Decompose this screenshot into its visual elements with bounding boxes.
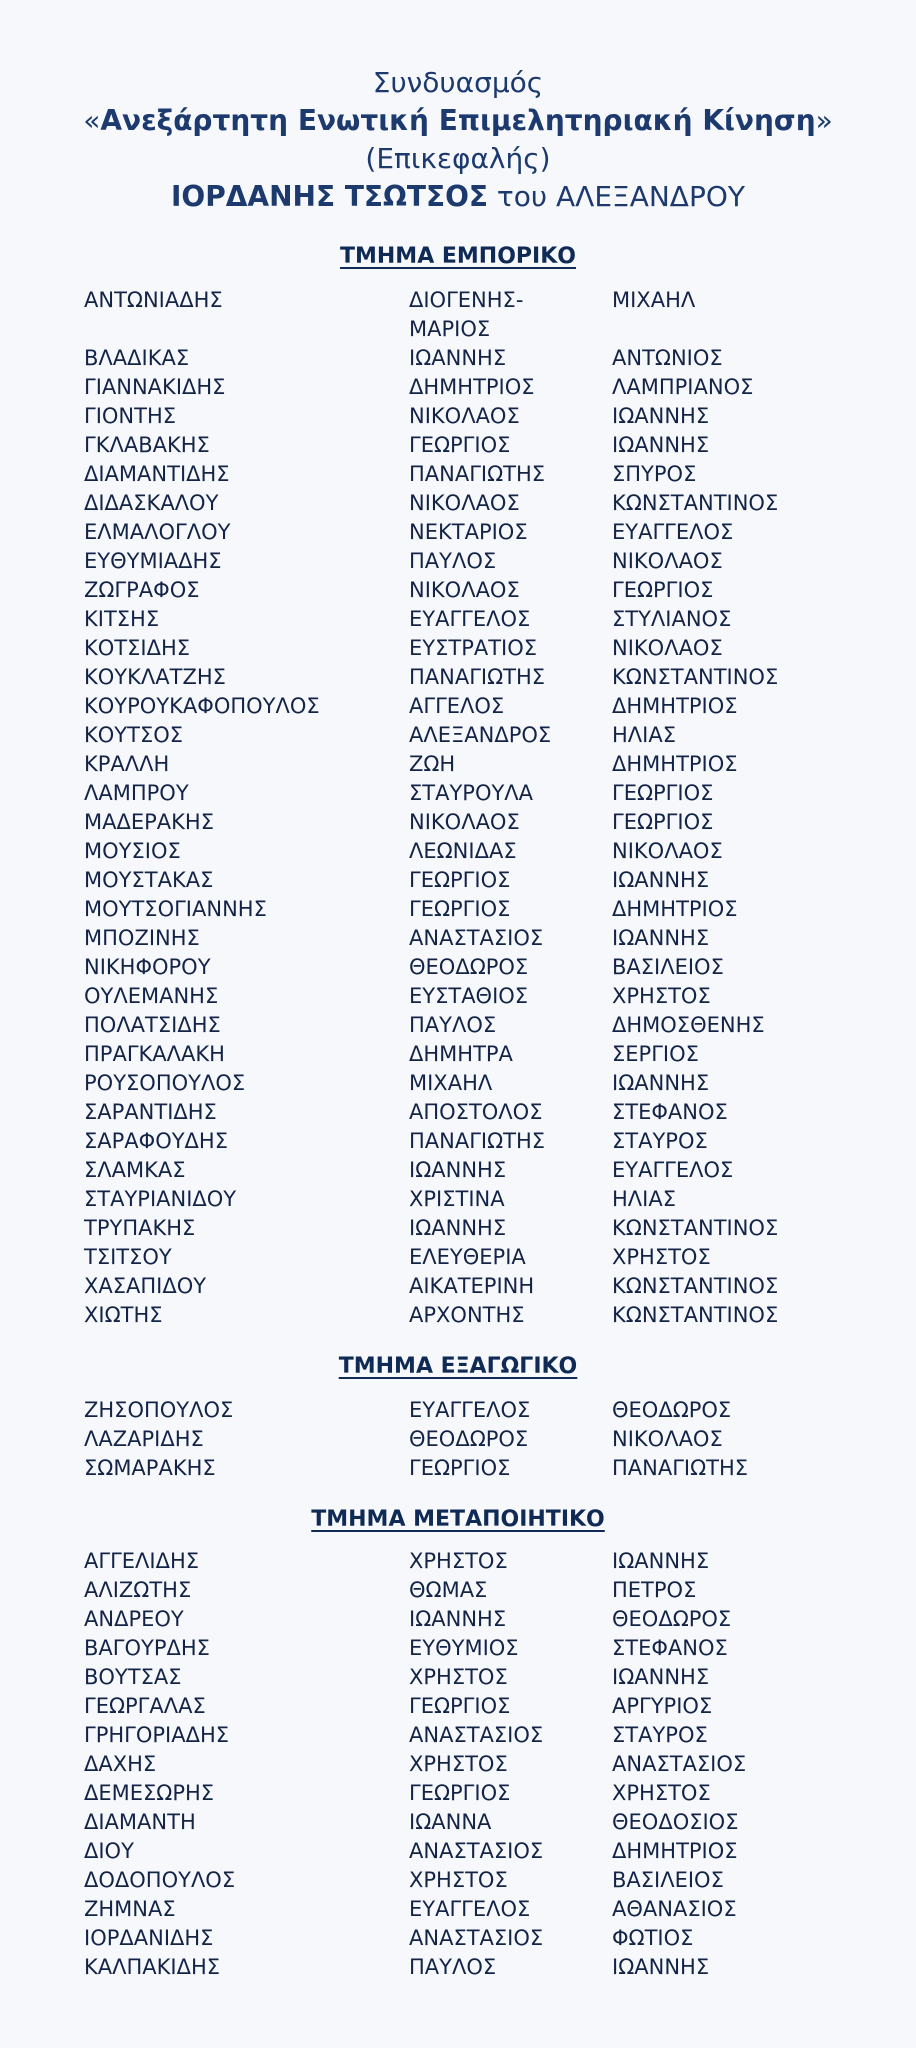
- candidate-first-name: ΑΠΟΣΤΟΛΟΣ: [409, 1100, 543, 1124]
- candidate-father-name: ΛΑΜΠΡΙΑΝΟΣ: [612, 375, 754, 399]
- candidate-surname: ΖΩΓΡΑΦΟΣ: [84, 578, 200, 602]
- candidate-row: [0, 1272, 916, 1301]
- candidate-first-name: ΝΙΚΟΛΑΟΣ: [409, 404, 520, 428]
- candidate-surname: ΝΙΚΗΦΟΡΟΥ: [84, 955, 211, 979]
- candidate-surname: ΔΑΧΗΣ: [84, 1752, 157, 1776]
- candidate-first-name: ΑΓΓΕΛΟΣ: [409, 694, 505, 718]
- header-quote-close: »: [815, 104, 833, 137]
- candidate-row: [0, 1692, 916, 1721]
- candidate-father-name: ΦΩΤΙΟΣ: [612, 1926, 694, 1950]
- candidate-father-name: ΓΕΩΡΓΙΟΣ: [612, 781, 714, 805]
- candidate-father-name: ΗΛΙΑΣ: [612, 723, 676, 747]
- candidate-row: [0, 1808, 916, 1837]
- candidate-surname: ΒΛΑΔΙΚΑΣ: [84, 346, 190, 370]
- candidate-row: [0, 1069, 916, 1098]
- candidate-father-name: ΠΕΤΡΟΣ: [612, 1578, 697, 1602]
- candidate-first-name: ΧΡΗΣΤΟΣ: [409, 1665, 508, 1689]
- candidate-surname: ΚΡΑΛΛΗ: [84, 752, 170, 776]
- candidate-father-name: ΚΩΝΣΤΑΝΤΙΝΟΣ: [612, 491, 779, 515]
- candidate-first-name: ΣΤΑΥΡΟΥΛΑ: [409, 781, 534, 805]
- candidate-surname: ΤΣΙΤΣΟΥ: [84, 1245, 172, 1269]
- candidate-father-name: ΝΙΚΟΛΑΟΣ: [612, 636, 723, 660]
- candidate-row: [0, 1634, 916, 1663]
- candidate-row: [0, 837, 916, 866]
- header-line-leader-label: (Επικεφαλής): [365, 142, 551, 175]
- candidate-surname: ΔΙΑΜΑΝΤΙΔΗΣ: [84, 462, 230, 486]
- candidate-row: [0, 663, 916, 692]
- candidate-first-name: ΠΑΥΛΟΣ: [409, 1013, 497, 1037]
- candidate-surname: ΒΟΥΤΣΑΣ: [84, 1665, 182, 1689]
- candidate-surname: ΚΟΤΣΙΔΗΣ: [84, 636, 191, 660]
- candidate-surname: ΚΟΥΤΣΟΣ: [84, 723, 184, 747]
- candidate-surname: ΣΤΑΥΡΙΑΝΙΔΟΥ: [84, 1187, 237, 1211]
- candidate-father-name: ΚΩΝΣΤΑΝΤΙΝΟΣ: [612, 665, 779, 689]
- candidate-row: [0, 924, 916, 953]
- candidate-row: [0, 1156, 916, 1185]
- section-title: ΤΜΗΜΑ ΜΕΤΑΠΟΙΗΤΙΚΟ: [311, 1507, 605, 1532]
- candidate-first-name: ΧΡΗΣΤΟΣ: [409, 1868, 508, 1892]
- candidate-father-name: ΘΕΟΔΟΣΙΟΣ: [612, 1810, 739, 1834]
- candidate-first-name: ΕΥΑΓΓΕΛΟΣ: [409, 1897, 531, 1921]
- candidate-first-name: ΑΝΑΣΤΑΣΙΟΣ: [409, 1839, 544, 1863]
- candidate-row: [0, 982, 916, 1011]
- candidate-father-name: ΕΥΑΓΓΕΛΟΣ: [612, 1158, 734, 1182]
- candidate-first-name: ΧΡΗΣΤΟΣ: [409, 1549, 508, 1573]
- candidate-row: [0, 1605, 916, 1634]
- candidate-row: [0, 373, 916, 402]
- candidate-row: [0, 808, 916, 837]
- candidate-father-name: ΧΡΗΣΤΟΣ: [612, 1781, 711, 1805]
- candidate-first-name: ΑΝΑΣΤΑΣΙΟΣ: [409, 1926, 544, 1950]
- candidate-father-name: ΙΩΑΝΝΗΣ: [612, 1955, 710, 1979]
- candidate-row: [0, 779, 916, 808]
- candidate-surname: ΧΙΩΤΗΣ: [84, 1303, 163, 1327]
- candidate-row: [0, 1547, 916, 1576]
- header-line-name: [0, 102, 916, 140]
- candidate-surname: ΔΙΑΜΑΝΤΗ: [84, 1810, 196, 1834]
- candidate-first-name: ΔΗΜΗΤΡΑ: [409, 1042, 513, 1066]
- candidate-surname: ΔΟΔΟΠΟΥΛΟΣ: [84, 1868, 236, 1892]
- candidate-row: [0, 547, 916, 576]
- candidate-father-name: ΣΤΕΦΑΝΟΣ: [612, 1100, 728, 1124]
- candidate-surname: ΛΑΜΠΡΟΥ: [84, 781, 189, 805]
- candidate-father-name: ΣΤΑΥΡΟΣ: [612, 1129, 708, 1153]
- candidate-first-name: ΙΩΑΝΝΗΣ: [409, 1158, 507, 1182]
- sections-container: [0, 242, 916, 1982]
- candidate-first-name: ΓΕΩΡΓΙΟΣ: [409, 433, 511, 457]
- candidate-first-name: ΕΥΣΤΡΑΤΙΟΣ: [409, 636, 538, 660]
- candidate-row: [0, 1454, 916, 1483]
- candidate-father-name: ΣΤΥΛΙΑΝΟΣ: [612, 607, 732, 631]
- candidate-first-name: ΑΡΧΟΝΤΗΣ: [409, 1303, 525, 1327]
- candidate-row: [0, 1040, 916, 1069]
- candidate-father-name: ΘΕΟΔΩΡΟΣ: [612, 1607, 732, 1631]
- candidate-surname: ΣΛΑΜΚΑΣ: [84, 1158, 186, 1182]
- candidate-father-name: ΔΗΜΗΤΡΙΟΣ: [612, 897, 738, 921]
- candidate-row: [0, 721, 916, 750]
- candidate-row: [0, 866, 916, 895]
- candidate-father-name: ΔΗΜΗΤΡΙΟΣ: [612, 752, 738, 776]
- section-title: ΤΜΗΜΑ ΕΜΠΟΡΙΚΟ: [340, 244, 576, 269]
- candidate-surname: ΛΑΖΑΡΙΔΗΣ: [84, 1427, 204, 1451]
- candidate-surname: ΒΑΓΟΥΡΔΗΣ: [84, 1636, 210, 1660]
- candidate-surname: ΔΙΔΑΣΚΑΛΟΥ: [84, 491, 219, 515]
- candidate-first-name: ΝΙΚΟΛΑΟΣ: [409, 578, 520, 602]
- candidate-father-name: ΠΑΝΑΓΙΩΤΗΣ: [612, 1456, 749, 1480]
- candidate-first-name: ΓΕΩΡΓΙΟΣ: [409, 868, 511, 892]
- candidate-father-name: ΝΙΚΟΛΑΟΣ: [612, 1427, 723, 1451]
- candidate-father-name: ΝΙΚΟΛΑΟΣ: [612, 549, 723, 573]
- candidate-row: [0, 1866, 916, 1895]
- candidate-father-name: ΧΡΗΣΤΟΣ: [612, 984, 711, 1008]
- candidate-first-name: ΜΙΧΑΗΛ: [409, 1071, 493, 1095]
- candidate-first-name: ΕΥΑΓΓΕΛΟΣ: [409, 607, 531, 631]
- candidate-first-name: ΘΩΜΑΣ: [409, 1578, 488, 1602]
- candidate-surname: ΚΑΛΠΑΚΙΔΗΣ: [84, 1955, 221, 1979]
- candidate-father-name: ΕΥΑΓΓΕΛΟΣ: [612, 520, 734, 544]
- candidate-row: [0, 1953, 916, 1982]
- candidate-surname: ΕΥΘΥΜΙΑΔΗΣ: [84, 549, 222, 573]
- candidate-surname: ΔΕΜΕΣΩΡΗΣ: [84, 1781, 215, 1805]
- candidate-surname: ΕΛΜΑΛΟΓΛΟΥ: [84, 520, 231, 544]
- candidate-first-name: ΠΑΝΑΓΙΩΤΗΣ: [409, 1129, 546, 1153]
- candidate-surname: ΚΟΥΡΟΥΚΑΦΟΠΟΥΛΟΣ: [84, 694, 320, 718]
- candidate-father-name: ΙΩΑΝΝΗΣ: [612, 926, 710, 950]
- candidate-surname: ΑΛΙΖΩΤΗΣ: [84, 1578, 192, 1602]
- candidate-surname: ΑΝΔΡΕΟΥ: [84, 1607, 184, 1631]
- candidate-row: [0, 1127, 916, 1156]
- candidate-father-name: ΙΩΑΝΝΗΣ: [612, 1665, 710, 1689]
- candidate-row: [0, 344, 916, 373]
- candidate-father-name: ΗΛΙΑΣ: [612, 1187, 676, 1211]
- candidate-father-name: ΔΗΜΗΤΡΙΟΣ: [612, 1839, 738, 1863]
- candidate-father-name: ΓΕΩΡΓΙΟΣ: [612, 578, 714, 602]
- candidate-father-name: ΙΩΑΝΝΗΣ: [612, 404, 710, 428]
- candidate-first-name: ΧΡΗΣΤΟΣ: [409, 1752, 508, 1776]
- candidate-row: [0, 1576, 916, 1605]
- leader-name: ΙΟΡΔΑΝΗΣ ΤΣΩΤΣΟΣ: [171, 180, 489, 213]
- candidate-rows: [0, 286, 916, 1330]
- candidate-father-name: ΙΩΑΝΝΗΣ: [612, 433, 710, 457]
- candidate-row: [0, 286, 916, 344]
- candidate-first-name: ΕΥΑΓΓΕΛΟΣ: [409, 1398, 531, 1422]
- candidate-rows: [0, 1396, 916, 1483]
- candidate-row: [0, 692, 916, 721]
- candidate-father-name: ΒΑΣΙΛΕΙΟΣ: [612, 955, 724, 979]
- candidate-row: [0, 1779, 916, 1808]
- candidate-first-name: ΠΑΥΛΟΣ: [409, 1955, 497, 1979]
- candidate-surname: ΓΙΑΝΝΑΚΙΔΗΣ: [84, 375, 226, 399]
- candidate-first-name: ΕΛΕΥΘΕΡΙΑ: [409, 1245, 526, 1269]
- candidate-row: [0, 1924, 916, 1953]
- candidate-rows: [0, 1547, 916, 1982]
- candidate-row: [0, 750, 916, 779]
- candidate-row: [0, 1011, 916, 1040]
- candidate-surname: ΣΑΡΑΦΟΥΔΗΣ: [84, 1129, 228, 1153]
- candidate-surname: ΡΟΥΣΟΠΟΥΛΟΣ: [84, 1071, 246, 1095]
- candidate-surname: ΓΚΛΑΒΑΚΗΣ: [84, 433, 210, 457]
- candidate-surname: ΣΩΜΑΡΑΚΗΣ: [84, 1456, 216, 1480]
- candidate-father-name: ΚΩΝΣΤΑΝΤΙΝΟΣ: [612, 1274, 779, 1298]
- candidate-row: [0, 895, 916, 924]
- candidate-father-name: ΙΩΑΝΝΗΣ: [612, 1071, 710, 1095]
- candidate-row: [0, 1721, 916, 1750]
- coalition-name: Ανεξάρτητη Ενωτική Επιμελητηριακή Κίνηση: [100, 104, 816, 137]
- candidate-row: [0, 576, 916, 605]
- candidate-surname: ΑΝΤΩΝΙΑΔΗΣ: [84, 288, 223, 312]
- candidate-surname: ΜΟΥΣΙΟΣ: [84, 839, 181, 863]
- candidate-first-name: ΛΕΩΝΙΔΑΣ: [409, 839, 517, 863]
- candidate-first-name: ΓΕΩΡΓΙΟΣ: [409, 897, 511, 921]
- candidate-row: [0, 1243, 916, 1272]
- candidate-row: [0, 605, 916, 634]
- candidate-row: [0, 1425, 916, 1454]
- candidate-row: [0, 1301, 916, 1330]
- candidate-surname: ΔΙΟΥ: [84, 1839, 134, 1863]
- candidate-father-name: ΣΤΕΦΑΝΟΣ: [612, 1636, 728, 1660]
- candidate-first-name: ΖΩΗ: [409, 752, 456, 776]
- candidate-surname: ΖΗΜΝΑΣ: [84, 1897, 176, 1921]
- candidate-surname: ΑΓΓΕΛΙΔΗΣ: [84, 1549, 200, 1573]
- candidate-father-name: ΣΤΑΥΡΟΣ: [612, 1723, 708, 1747]
- candidate-surname: ΜΑΔΕΡΑΚΗΣ: [84, 810, 214, 834]
- candidate-father-name: ΧΡΗΣΤΟΣ: [612, 1245, 711, 1269]
- candidate-surname: ΟΥΛΕΜΑΝΗΣ: [84, 984, 219, 1008]
- candidate-father-name: ΚΩΝΣΤΑΝΤΙΝΟΣ: [612, 1303, 779, 1327]
- candidate-row: [0, 1837, 916, 1866]
- list-header: [0, 64, 916, 216]
- candidate-first-name: ΔΗΜΗΤΡΙΟΣ: [409, 375, 535, 399]
- candidate-father-name: ΔΗΜΗΤΡΙΟΣ: [612, 694, 738, 718]
- candidate-first-name: ΝΕΚΤΑΡΙΟΣ: [409, 520, 528, 544]
- candidate-row: [0, 634, 916, 663]
- candidate-father-name: ΑΘΑΝΑΣΙΟΣ: [612, 1897, 737, 1921]
- candidate-first-name: ΙΩΑΝΝΗΣ: [409, 346, 507, 370]
- candidate-row: [0, 1750, 916, 1779]
- candidate-father-name: ΒΑΣΙΛΕΙΟΣ: [612, 1868, 724, 1892]
- leader-patronymic: του ΑΛΕΞΑΝΔΡΟΥ: [488, 180, 745, 213]
- section-title: ΤΜΗΜΑ ΕΞΑΓΩΓΙΚΟ: [338, 1354, 578, 1379]
- header-quote-open: «: [83, 104, 101, 137]
- candidate-father-name: ΝΙΚΟΛΑΟΣ: [612, 839, 723, 863]
- candidate-father-name: ΚΩΝΣΤΑΝΤΙΝΟΣ: [612, 1216, 779, 1240]
- candidate-father-name: ΑΡΓΥΡΙΟΣ: [612, 1694, 713, 1718]
- candidate-first-name: ΘΕΟΔΩΡΟΣ: [409, 955, 529, 979]
- candidate-father-name: ΔΗΜΟΣΘΕΝΗΣ: [612, 1013, 765, 1037]
- candidate-first-name: ΝΙΚΟΛΑΟΣ: [409, 491, 520, 515]
- candidate-surname: ΜΟΥΣΤΑΚΑΣ: [84, 868, 214, 892]
- candidate-row: [0, 518, 916, 547]
- header-line-coalition: Συνδυασμός: [372, 66, 544, 99]
- candidate-father-name: ΓΕΩΡΓΙΟΣ: [612, 810, 714, 834]
- candidate-first-name: ΓΕΩΡΓΙΟΣ: [409, 1694, 511, 1718]
- candidate-row: [0, 489, 916, 518]
- candidate-surname: ΜΟΥΤΣΟΓΙΑΝΝΗΣ: [84, 897, 267, 921]
- candidate-father-name: ΘΕΟΔΩΡΟΣ: [612, 1398, 732, 1422]
- candidate-first-name: ΑΝΑΣΤΑΣΙΟΣ: [409, 926, 544, 950]
- candidate-row: [0, 1214, 916, 1243]
- candidate-row: [0, 1396, 916, 1425]
- candidate-father-name: ΜΙΧΑΗΛ: [612, 288, 696, 312]
- candidate-first-name: ΕΥΣΤΑΘΙΟΣ: [409, 984, 529, 1008]
- candidate-surname: ΣΑΡΑΝΤΙΔΗΣ: [84, 1100, 217, 1124]
- candidate-row: [0, 460, 916, 489]
- candidate-surname: ΧΑΣΑΠΙΔΟΥ: [84, 1274, 207, 1298]
- candidate-surname: ΠΡΑΓΚΑΛΑΚΗ: [84, 1042, 225, 1066]
- candidate-first-name: ΘΕΟΔΩΡΟΣ: [409, 1427, 529, 1451]
- candidate-row: [0, 402, 916, 431]
- candidate-first-name: ΙΩΑΝΝΑ: [409, 1810, 492, 1834]
- candidate-surname: ΙΟΡΔΑΝΙΔΗΣ: [84, 1926, 214, 1950]
- candidate-first-name: ΓΕΩΡΓΙΟΣ: [409, 1456, 511, 1480]
- candidate-first-name: ΓΕΩΡΓΙΟΣ: [409, 1781, 511, 1805]
- candidate-surname: ΓΕΩΡΓΑΛΑΣ: [84, 1694, 206, 1718]
- candidate-first-name: ΙΩΑΝΝΗΣ: [409, 1216, 507, 1240]
- candidate-surname: ΚΟΥΚΛΑΤΖΗΣ: [84, 665, 226, 689]
- candidate-first-name: ΠΑΝΑΓΙΩΤΗΣ: [409, 462, 546, 486]
- candidate-father-name: ΙΩΑΝΝΗΣ: [612, 868, 710, 892]
- candidate-surname: ΖΗΣΟΠΟΥΛΟΣ: [84, 1398, 234, 1422]
- candidate-first-name: ΠΑΥΛΟΣ: [409, 549, 497, 573]
- candidate-row: [0, 1895, 916, 1924]
- candidate-father-name: ΑΝΑΣΤΑΣΙΟΣ: [612, 1752, 747, 1776]
- candidate-row: [0, 953, 916, 982]
- candidate-first-name: ΔΙΟΓΕΝΗΣ-ΜΑΡΙΟΣ: [409, 288, 524, 341]
- candidate-first-name: ΕΥΘΥΜΙΟΣ: [409, 1636, 519, 1660]
- header-line-leader: [0, 178, 916, 216]
- candidate-surname: ΜΠΟΖΙΝΗΣ: [84, 926, 200, 950]
- candidate-first-name: ΠΑΝΑΓΙΩΤΗΣ: [409, 665, 546, 689]
- candidate-first-name: ΙΩΑΝΝΗΣ: [409, 1607, 507, 1631]
- candidate-father-name: ΣΠΥΡΟΣ: [612, 462, 697, 486]
- candidate-row: [0, 431, 916, 460]
- candidate-father-name: ΙΩΑΝΝΗΣ: [612, 1549, 710, 1573]
- candidate-first-name: ΑΝΑΣΤΑΣΙΟΣ: [409, 1723, 544, 1747]
- candidate-surname: ΠΟΛΑΤΣΙΔΗΣ: [84, 1013, 221, 1037]
- candidate-first-name: ΧΡΙΣΤΙΝΑ: [409, 1187, 505, 1211]
- candidate-surname: ΤΡΥΠΑΚΗΣ: [84, 1216, 196, 1240]
- candidate-first-name: ΝΙΚΟΛΑΟΣ: [409, 810, 520, 834]
- candidate-first-name: ΑΛΕΞΑΝΔΡΟΣ: [409, 723, 552, 747]
- candidate-row: [0, 1663, 916, 1692]
- candidate-surname: ΓΡΗΓΟΡΙΑΔΗΣ: [84, 1723, 230, 1747]
- candidate-row: [0, 1185, 916, 1214]
- candidate-surname: ΓΙΟΝΤΗΣ: [84, 404, 177, 428]
- candidate-father-name: ΑΝΤΩΝΙΟΣ: [612, 346, 723, 370]
- candidate-first-name: ΑΙΚΑΤΕΡΙΝΗ: [409, 1274, 535, 1298]
- candidate-row: [0, 1098, 916, 1127]
- candidate-surname: ΚΙΤΣΗΣ: [84, 607, 160, 631]
- candidate-father-name: ΣΕΡΓΙΟΣ: [612, 1042, 699, 1066]
